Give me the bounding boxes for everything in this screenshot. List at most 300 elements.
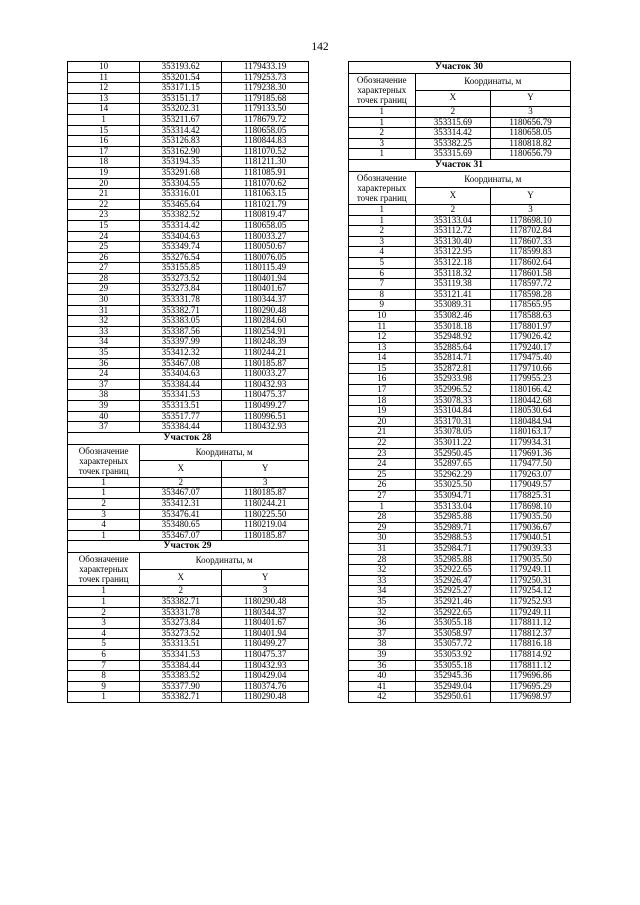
x-coordinate: 353193.62	[140, 62, 222, 73]
y-coordinate: 1180166.42	[491, 385, 571, 396]
x-coordinate: 353273.52	[140, 273, 222, 284]
column-number: 3	[491, 204, 571, 215]
x-coordinate: 353155.85	[140, 263, 222, 274]
y-coordinate: 1179039.33	[491, 543, 571, 554]
table-row	[68, 136, 309, 147]
point-number: 15	[349, 363, 416, 374]
point-number: 21	[68, 189, 140, 200]
header-y: Y	[491, 90, 571, 107]
table-row	[349, 138, 571, 149]
y-coordinate: 1179934.31	[491, 438, 571, 449]
table-row	[68, 189, 309, 200]
x-coordinate: 353384.44	[140, 379, 222, 390]
coordinates-table-left	[67, 61, 309, 703]
table-row	[68, 411, 309, 422]
table-row	[349, 692, 571, 703]
header-coordinates: Координаты, м	[415, 171, 570, 188]
y-coordinate: 1180656.79	[491, 149, 571, 160]
table-row	[68, 692, 309, 703]
header-point-label: Обозначение характерных точек границ	[349, 171, 416, 204]
y-coordinate: 1180244.21	[222, 348, 309, 359]
column-number: 1	[68, 477, 140, 488]
y-coordinate: 1179691.36	[491, 448, 571, 459]
table-row	[68, 178, 309, 189]
column-number: 1	[349, 107, 416, 118]
point-number: 11	[349, 321, 416, 332]
table-row	[349, 649, 571, 660]
point-number: 1	[68, 530, 140, 541]
table-row	[68, 498, 309, 509]
table-row	[349, 427, 571, 438]
x-coordinate: 353018.18	[415, 321, 490, 332]
y-coordinate: 1179035.50	[491, 554, 571, 565]
table-row	[68, 167, 309, 178]
y-coordinate: 1180254.91	[222, 326, 309, 337]
point-number: 1	[68, 692, 140, 703]
y-coordinate: 1180432.93	[222, 422, 309, 433]
x-coordinate: 352988.53	[415, 533, 490, 544]
table-row	[68, 295, 309, 306]
y-coordinate: 1178601.58	[491, 268, 571, 279]
point-number: 29	[68, 284, 140, 295]
table-row	[68, 242, 309, 253]
y-coordinate: 1179049.57	[491, 480, 571, 491]
point-number: 28	[349, 512, 416, 523]
table-row	[68, 93, 309, 104]
y-coordinate: 1180844.83	[222, 136, 309, 147]
header-number-row	[68, 586, 309, 597]
y-coordinate: 1179475.40	[491, 353, 571, 364]
point-number: 9	[349, 300, 416, 311]
point-number: 35	[349, 596, 416, 607]
point-number: 32	[349, 565, 416, 576]
x-coordinate: 352996.52	[415, 385, 490, 396]
table-row	[68, 520, 309, 531]
point-number: 5	[349, 257, 416, 268]
y-coordinate: 1178599.83	[491, 247, 571, 258]
header-row	[349, 171, 571, 188]
y-coordinate: 1179249.11	[491, 607, 571, 618]
y-coordinate: 1180658.05	[222, 125, 309, 136]
x-coordinate: 353313.51	[140, 401, 222, 412]
x-coordinate: 353151.17	[140, 93, 222, 104]
y-coordinate: 1180290.48	[222, 305, 309, 316]
y-coordinate: 1179696.86	[491, 671, 571, 682]
header-row	[68, 553, 309, 570]
table-row	[68, 326, 309, 337]
y-coordinate: 1179040.51	[491, 533, 571, 544]
y-coordinate: 1179955.23	[491, 374, 571, 385]
y-coordinate: 1179249.11	[491, 565, 571, 576]
table-row	[68, 618, 309, 629]
table-row	[349, 342, 571, 353]
y-coordinate: 1179263.07	[491, 469, 571, 480]
column-number: 1	[68, 586, 140, 597]
table-row	[349, 480, 571, 491]
table-row	[68, 369, 309, 380]
x-coordinate: 353057.72	[415, 639, 490, 650]
header-row	[68, 444, 309, 461]
table-row	[349, 353, 571, 364]
header-number-row	[349, 107, 571, 118]
header-number-row	[68, 477, 309, 488]
x-coordinate: 353316.01	[140, 189, 222, 200]
y-coordinate: 1178811.12	[491, 660, 571, 671]
x-coordinate: 352948.92	[415, 332, 490, 343]
x-coordinate: 352950.61	[415, 692, 490, 703]
x-coordinate: 353089.31	[415, 300, 490, 311]
table-row	[349, 565, 571, 576]
table-row	[68, 157, 309, 168]
x-coordinate: 352872.81	[415, 363, 490, 374]
point-number: 26	[349, 480, 416, 491]
point-number: 37	[68, 379, 140, 390]
point-number: 16	[349, 374, 416, 385]
column-number: 2	[415, 107, 490, 118]
y-coordinate: 1180163.17	[491, 427, 571, 438]
section-title: Участок 28	[68, 432, 309, 444]
right-column	[348, 61, 571, 703]
table-row	[349, 543, 571, 554]
x-coordinate: 353078.33	[415, 395, 490, 406]
y-coordinate: 1178698.10	[491, 215, 571, 226]
point-number: 35	[68, 348, 140, 359]
y-coordinate: 1180344.37	[222, 295, 309, 306]
point-number: 36	[68, 358, 140, 369]
table-row	[349, 406, 571, 417]
x-coordinate: 352814.71	[415, 353, 490, 364]
header-x: X	[415, 90, 490, 107]
x-coordinate: 353341.53	[140, 649, 222, 660]
table-row	[68, 337, 309, 348]
header-x: X	[140, 461, 222, 478]
table-row	[68, 358, 309, 369]
y-coordinate: 1180344.37	[222, 607, 309, 618]
x-coordinate: 353404.63	[140, 369, 222, 380]
y-coordinate: 1179477.50	[491, 459, 571, 470]
y-coordinate: 1181070.62	[222, 178, 309, 189]
x-coordinate: 352985.88	[415, 512, 490, 523]
point-number: 38	[349, 639, 416, 650]
y-coordinate: 1179710.66	[491, 363, 571, 374]
table-row	[68, 210, 309, 221]
table-row	[349, 512, 571, 523]
x-coordinate: 353082.46	[415, 310, 490, 321]
x-coordinate: 352885.64	[415, 342, 490, 353]
section-title-row	[68, 432, 309, 444]
x-coordinate: 352933.98	[415, 374, 490, 385]
x-coordinate: 353314.42	[415, 128, 490, 139]
header-y: Y	[491, 188, 571, 205]
x-coordinate: 352926.47	[415, 575, 490, 586]
table-row	[349, 596, 571, 607]
table-row	[349, 448, 571, 459]
y-coordinate: 1179035.50	[491, 512, 571, 523]
point-number: 10	[349, 310, 416, 321]
point-number: 13	[68, 93, 140, 104]
section-title-row	[349, 62, 571, 74]
x-coordinate: 353467.07	[140, 530, 222, 541]
x-coordinate: 353119.38	[415, 279, 490, 290]
y-coordinate: 1180484.94	[491, 416, 571, 427]
x-coordinate: 353126.83	[140, 136, 222, 147]
y-coordinate: 1180499.27	[222, 639, 309, 650]
table-row	[349, 395, 571, 406]
table-row	[68, 509, 309, 520]
point-number: 28	[349, 554, 416, 565]
table-row	[349, 289, 571, 300]
x-coordinate: 353467.07	[140, 488, 222, 499]
point-number: 34	[68, 337, 140, 348]
x-coordinate: 353011.22	[415, 438, 490, 449]
point-number: 21	[349, 427, 416, 438]
y-coordinate: 1180033.27	[222, 369, 309, 380]
y-coordinate: 1180475.37	[222, 390, 309, 401]
point-number: 20	[349, 416, 416, 427]
point-number: 3	[349, 138, 416, 149]
x-coordinate: 353170.31	[415, 416, 490, 427]
column-number: 2	[415, 204, 490, 215]
table-row	[349, 639, 571, 650]
table-row	[68, 83, 309, 94]
point-number: 11	[68, 72, 140, 83]
y-coordinate: 1180244.21	[222, 498, 309, 509]
point-number: 40	[68, 411, 140, 422]
point-number: 15	[68, 125, 140, 136]
y-coordinate: 1179133.50	[222, 104, 309, 115]
table-row	[68, 401, 309, 412]
table-row	[68, 596, 309, 607]
y-coordinate: 1180185.87	[222, 358, 309, 369]
y-coordinate: 1180290.48	[222, 692, 309, 703]
header-number-row	[349, 204, 571, 215]
x-coordinate: 353276.54	[140, 252, 222, 263]
x-coordinate: 353412.32	[140, 348, 222, 359]
point-number: 8	[349, 289, 416, 300]
x-coordinate: 353273.52	[140, 628, 222, 639]
point-number: 22	[68, 199, 140, 210]
x-coordinate: 352950.45	[415, 448, 490, 459]
y-coordinate: 1180656.79	[491, 117, 571, 128]
y-coordinate: 1179185.68	[222, 93, 309, 104]
point-number: 33	[68, 326, 140, 337]
table-row	[349, 660, 571, 671]
x-coordinate: 353517.77	[140, 411, 222, 422]
x-coordinate: 353465.64	[140, 199, 222, 210]
table-row	[68, 530, 309, 541]
x-coordinate: 352922.65	[415, 607, 490, 618]
x-coordinate: 353162.90	[140, 146, 222, 157]
point-number: 38	[68, 390, 140, 401]
y-coordinate: 1180658.05	[491, 128, 571, 139]
table-row	[68, 284, 309, 295]
x-coordinate: 353384.44	[140, 660, 222, 671]
table-row	[68, 649, 309, 660]
point-number: 3	[349, 236, 416, 247]
table-row	[349, 501, 571, 512]
header-x: X	[140, 569, 222, 586]
table-row	[349, 385, 571, 396]
point-number: 14	[349, 353, 416, 364]
y-coordinate: 1178816.18	[491, 639, 571, 650]
point-number: 6	[349, 268, 416, 279]
point-number: 4	[68, 520, 140, 531]
y-coordinate: 1179238.30	[222, 83, 309, 94]
point-number: 36	[349, 618, 416, 629]
point-number: 1	[349, 149, 416, 160]
y-coordinate: 1180401.94	[222, 628, 309, 639]
table-row	[349, 491, 571, 502]
point-number: 15	[68, 220, 140, 231]
y-coordinate: 1179698.97	[491, 692, 571, 703]
y-coordinate: 1180401.67	[222, 284, 309, 295]
table-row	[68, 390, 309, 401]
point-number: 30	[349, 533, 416, 544]
y-coordinate: 1178698.10	[491, 501, 571, 512]
x-coordinate: 353383.52	[140, 671, 222, 682]
table-row	[68, 72, 309, 83]
point-number: 12	[68, 83, 140, 94]
table-row	[349, 363, 571, 374]
point-number: 32	[349, 607, 416, 618]
x-coordinate: 352962.29	[415, 469, 490, 480]
x-coordinate: 352945.36	[415, 671, 490, 682]
x-coordinate: 353130.40	[415, 236, 490, 247]
point-number: 20	[68, 178, 140, 189]
table-row	[349, 618, 571, 629]
point-number: 41	[349, 681, 416, 692]
table-row	[349, 681, 571, 692]
point-number: 23	[349, 448, 416, 459]
y-coordinate: 1181211.30	[222, 157, 309, 168]
table-row	[68, 273, 309, 284]
table-row	[68, 125, 309, 136]
y-coordinate: 1179254.12	[491, 586, 571, 597]
point-number: 3	[68, 509, 140, 520]
section-title: Участок 30	[349, 62, 571, 74]
y-coordinate: 1180432.93	[222, 379, 309, 390]
x-coordinate: 353273.84	[140, 618, 222, 629]
point-number: 1	[349, 501, 416, 512]
table-row	[68, 231, 309, 242]
y-coordinate: 1181070.52	[222, 146, 309, 157]
section-title: Участок 29	[68, 541, 309, 553]
point-number: 27	[68, 263, 140, 274]
y-coordinate: 1180499.27	[222, 401, 309, 412]
y-coordinate: 1179253.73	[222, 72, 309, 83]
y-coordinate: 1180185.87	[222, 488, 309, 499]
point-number: 5	[68, 639, 140, 650]
table-row	[349, 128, 571, 139]
y-coordinate: 1180658.05	[222, 220, 309, 231]
table-row	[349, 117, 571, 128]
point-number: 29	[349, 522, 416, 533]
table-row	[349, 226, 571, 237]
point-number: 17	[68, 146, 140, 157]
header-point-label: Обозначение характерных точек границ	[349, 74, 416, 107]
y-coordinate: 1180290.48	[222, 596, 309, 607]
x-coordinate: 353349.74	[140, 242, 222, 253]
header-y: Y	[222, 569, 309, 586]
x-coordinate: 353404.63	[140, 231, 222, 242]
header-coordinates: Координаты, м	[140, 444, 309, 461]
y-coordinate: 1179026.42	[491, 332, 571, 343]
y-coordinate: 1178607.33	[491, 236, 571, 247]
table-row	[68, 660, 309, 671]
header-x: X	[415, 188, 490, 205]
point-number: 2	[68, 607, 140, 618]
x-coordinate: 353382.52	[140, 210, 222, 221]
point-number: 2	[349, 226, 416, 237]
point-number: 23	[68, 210, 140, 221]
y-coordinate: 1178702.84	[491, 226, 571, 237]
point-number: 1	[349, 215, 416, 226]
point-number: 24	[349, 459, 416, 470]
y-coordinate: 1180185.87	[222, 530, 309, 541]
x-coordinate: 352922.65	[415, 565, 490, 576]
y-coordinate: 1180219.04	[222, 520, 309, 531]
y-coordinate: 1180429.04	[222, 671, 309, 682]
y-coordinate: 1180819.47	[222, 210, 309, 221]
y-coordinate: 1179036.67	[491, 522, 571, 533]
point-number: 18	[349, 395, 416, 406]
y-coordinate: 1178598.28	[491, 289, 571, 300]
point-number: 14	[68, 104, 140, 115]
x-coordinate: 353314.42	[140, 220, 222, 231]
x-coordinate: 353304.55	[140, 178, 222, 189]
point-number: 19	[68, 167, 140, 178]
x-coordinate: 353397.99	[140, 337, 222, 348]
y-coordinate: 1181063.15	[222, 189, 309, 200]
table-row	[68, 263, 309, 274]
table-row	[68, 379, 309, 390]
header-row	[349, 74, 571, 91]
x-coordinate: 353467.08	[140, 358, 222, 369]
point-number: 26	[68, 252, 140, 263]
y-coordinate: 1180115.49	[222, 263, 309, 274]
left-column	[67, 61, 309, 703]
page-number: 142	[311, 41, 329, 53]
x-coordinate: 353383.05	[140, 316, 222, 327]
x-coordinate: 353314.42	[140, 125, 222, 136]
point-number: 7	[68, 660, 140, 671]
table-row	[349, 533, 571, 544]
x-coordinate: 353476.41	[140, 509, 222, 520]
x-coordinate: 353058.97	[415, 628, 490, 639]
x-coordinate: 353377.90	[140, 681, 222, 692]
point-number: 30	[68, 295, 140, 306]
table-row	[349, 459, 571, 470]
table-row	[349, 416, 571, 427]
point-number: 9	[68, 681, 140, 692]
point-number: 39	[68, 401, 140, 412]
column-number: 3	[491, 107, 571, 118]
y-coordinate: 1180818.82	[491, 138, 571, 149]
point-number: 1	[68, 596, 140, 607]
point-number: 37	[349, 628, 416, 639]
y-coordinate: 1180374.76	[222, 681, 309, 692]
table-row	[349, 215, 571, 226]
point-number: 31	[68, 305, 140, 316]
table-row	[68, 316, 309, 327]
x-coordinate: 353055.18	[415, 618, 490, 629]
y-coordinate: 1180248.39	[222, 337, 309, 348]
x-coordinate: 352985.88	[415, 554, 490, 565]
section-title-row	[68, 541, 309, 553]
y-coordinate: 1179252.93	[491, 596, 571, 607]
x-coordinate: 353211.67	[140, 114, 222, 125]
x-coordinate: 353078.05	[415, 427, 490, 438]
